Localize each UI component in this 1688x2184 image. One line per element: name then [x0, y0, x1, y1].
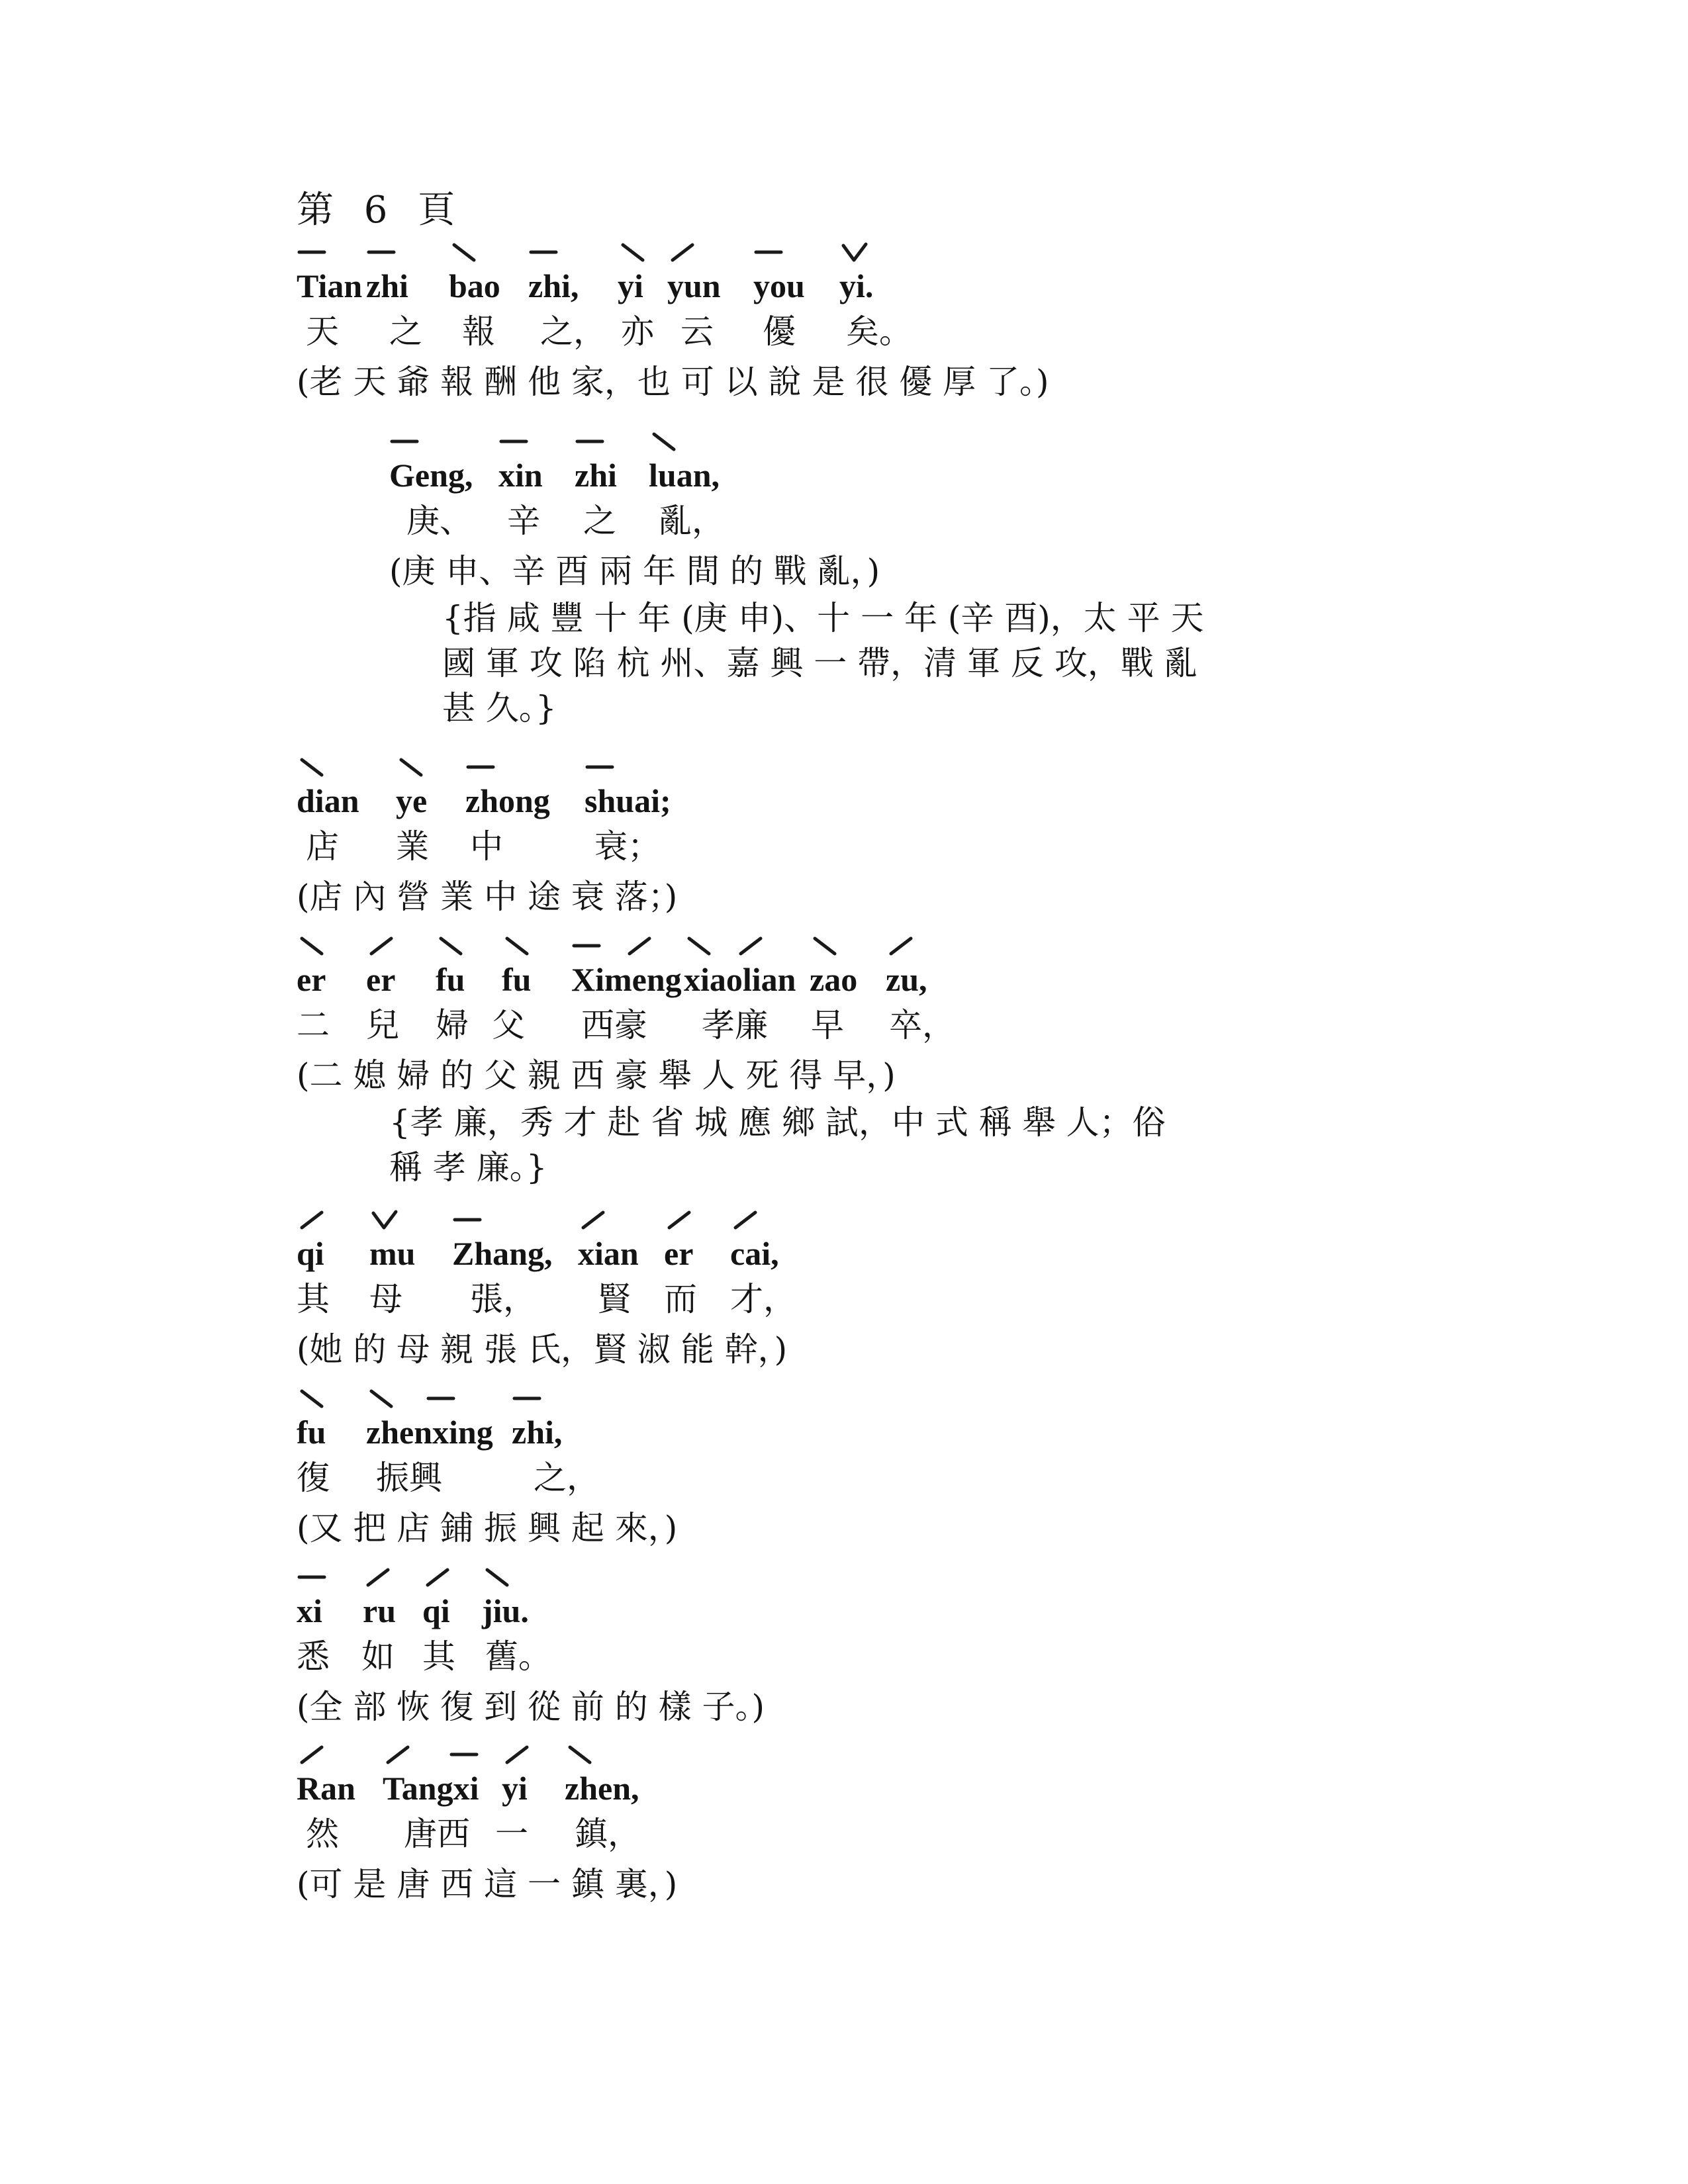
pinyin-text: jiu.: [482, 1592, 529, 1629]
tone-mark-1-icon: [585, 757, 615, 777]
tone-mark-1-icon: [426, 1388, 456, 1408]
pinyin-line: [297, 1411, 677, 1456]
chinese-character: 早: [811, 1006, 844, 1044]
chinese-character: 而: [664, 1280, 697, 1318]
tone-mark-1-icon: [753, 242, 784, 262]
tone-mark-4-icon: [649, 432, 679, 451]
pinyin-syllable: [297, 958, 326, 1001]
pinyin-line: [297, 958, 1166, 1003]
annotation-note: [442, 596, 1204, 731]
verse-stanza: [297, 265, 1049, 404]
tone-mark-4-icon: [618, 242, 648, 262]
chinese-character: 唐西: [404, 1815, 470, 1853]
pinyin-text: xian: [578, 1235, 639, 1272]
pinyin-syllable: [512, 1411, 562, 1453]
chinese-character: 舊。: [485, 1637, 551, 1676]
tone-mark-4-icon: [297, 936, 327, 956]
chinese-character: 之，: [534, 1459, 600, 1497]
classical-chinese-line: [297, 825, 677, 870]
tone-mark-1-icon: [452, 1210, 483, 1230]
pinyin-syllable: [436, 958, 465, 1001]
annotation-line: {指 咸 豐 十 年 (庚 申)、十 一 年 (辛 酉)，太 平 天: [442, 599, 1204, 637]
verse-stanza: [297, 780, 677, 919]
pinyin-syllable: [528, 265, 579, 307]
verse-stanza: [297, 1232, 796, 1371]
chinese-character: 之: [389, 312, 422, 351]
tone-mark-1-icon: [366, 242, 397, 262]
classical-chinese-line: [297, 1277, 796, 1322]
chinese-character: 復: [297, 1459, 330, 1497]
tone-mark-4-icon: [396, 757, 426, 777]
pinyin-text: zao: [810, 961, 858, 998]
pinyin-syllable: [502, 958, 531, 1001]
annotation-line: {孝 廉，秀 才 赴 省 城 應 鄉 試，中 式 稱 舉 人；俗: [389, 1103, 1166, 1142]
pinyin-syllable: [389, 454, 473, 496]
pinyin-text: zhi,: [528, 267, 579, 304]
pinyin-text: zhen,: [565, 1770, 639, 1807]
tone-mark-1-icon: [449, 1745, 479, 1764]
pinyin-text: zhong: [465, 782, 550, 819]
tone-mark-4-icon: [297, 1388, 327, 1408]
tone-mark-2-icon: [502, 1745, 532, 1764]
pinyin-line: [297, 1767, 677, 1812]
pinyin-syllable: [667, 265, 721, 307]
pinyin-text: qi: [422, 1592, 450, 1629]
tone-mark-4-icon: [366, 1388, 397, 1408]
pinyin-text: fu: [436, 961, 465, 998]
chinese-character: 業: [396, 827, 429, 866]
tone-mark-1-icon: [465, 757, 496, 777]
chinese-character: 其: [297, 1280, 330, 1318]
tone-mark-1-icon: [575, 432, 605, 451]
pinyin-text: Zhang,: [452, 1235, 553, 1272]
chinese-character: 之，: [540, 312, 606, 351]
pinyin-text: yi.: [839, 267, 874, 304]
pinyin-text: Ran: [297, 1770, 355, 1807]
pinyin-line: [389, 454, 1204, 499]
pinyin-syllable: [366, 265, 408, 307]
classical-chinese-line: [297, 1003, 1166, 1048]
classical-chinese-line: [297, 1456, 677, 1501]
chinese-character: 報: [462, 312, 495, 351]
verse-stanza: [297, 958, 1166, 1190]
chinese-character: 亂，: [659, 502, 725, 540]
tone-mark-2-icon: [297, 1210, 327, 1230]
classical-chinese-line: [297, 1812, 677, 1857]
modern-translation: (店 內 營 業 中 途 衰 落；): [297, 878, 678, 916]
tone-mark-4-icon: [449, 242, 479, 262]
pinyin-line: [297, 265, 1049, 310]
tone-mark-2-icon: [383, 1745, 413, 1764]
chinese-character: 云: [680, 312, 714, 351]
pinyin-text: xiaolian: [684, 961, 796, 998]
tone-mark-3-icon: [839, 242, 870, 262]
pinyin-syllable: [363, 1590, 396, 1632]
tone-mark-3-icon: [369, 1210, 400, 1230]
pinyin-syllable: [297, 1590, 322, 1632]
pinyin-syllable: [498, 454, 543, 496]
tone-mark-4-icon: [810, 936, 840, 956]
tone-mark-2-icon: [297, 1745, 327, 1764]
chinese-character: 父: [492, 1006, 525, 1044]
pinyin-syllable: [565, 1767, 639, 1809]
pinyin-syllable: [575, 454, 617, 496]
chinese-character: 一: [495, 1815, 528, 1853]
classical-chinese-line: [297, 310, 1049, 355]
pinyin-syllable: [502, 1767, 528, 1809]
tone-mark-1-icon: [512, 1388, 542, 1408]
pinyin-syllable: [297, 1411, 326, 1453]
modern-translation: (又 把 店 鋪 振 興 起 來，): [297, 1509, 678, 1547]
pinyin-syllable: [422, 1590, 450, 1632]
pinyin-syllable: [482, 1590, 529, 1632]
chinese-character: 之: [583, 502, 616, 540]
pinyin-text: xin: [498, 457, 543, 494]
tone-mark-2-icon: [578, 1210, 608, 1230]
chinese-character: 矣。: [846, 312, 912, 351]
classical-chinese-line: [297, 1635, 765, 1680]
pinyin-text: ye: [396, 782, 428, 819]
tone-mark-4-icon: [565, 1745, 595, 1764]
chinese-character: 卒，: [889, 1006, 955, 1044]
pinyin-syllable: [585, 780, 671, 822]
tone-mark-2-icon: [735, 936, 766, 956]
chinese-character: 母: [369, 1280, 402, 1318]
chinese-character: 西豪: [581, 1006, 647, 1044]
pinyin-syllable: [369, 1232, 415, 1275]
pinyin-line: [297, 780, 677, 825]
tone-mark-2-icon: [422, 1567, 453, 1587]
chinese-character: 然: [306, 1815, 339, 1853]
page-title: 第 6 頁: [297, 189, 465, 232]
pinyin-text: luan,: [649, 457, 720, 494]
pinyin-syllable: [810, 958, 857, 1001]
pinyin-line: [297, 1232, 787, 1277]
pinyin-syllable: [839, 265, 873, 307]
pinyin-line: [297, 1590, 765, 1635]
chinese-character: 鎮，: [575, 1815, 641, 1853]
modern-translation: (可 是 唐 西 這 一 鎮 裏，): [297, 1865, 678, 1903]
pinyin-syllable: [684, 958, 796, 1001]
chinese-character: 衰；: [594, 827, 661, 866]
pinyin-text: zhi: [575, 457, 617, 494]
pinyin-text: yi: [618, 267, 643, 304]
annotation-note: [389, 1100, 1166, 1190]
pinyin-text: xi: [297, 1592, 322, 1629]
pinyin-text: er: [297, 961, 326, 998]
chinese-character: 庚、: [406, 502, 473, 540]
chinese-character: 店: [306, 827, 339, 866]
pinyin-text: qi: [297, 1235, 324, 1272]
annotation-line: 稱 孝 廉。}: [389, 1148, 547, 1187]
pinyin-syllable: [297, 1232, 324, 1275]
pinyin-text: shuai;: [585, 782, 671, 819]
pinyin-syllable: [465, 780, 550, 822]
modern-translation: (老 天 爺 報 酬 他 家，也 可 以 說 是 很 優 厚 了。): [297, 363, 1049, 401]
pinyin-text: yi: [502, 1770, 528, 1807]
verse-stanza: [297, 1411, 677, 1550]
tone-mark-4-icon: [684, 936, 714, 956]
pinyin-syllable: [297, 780, 359, 822]
pinyin-text: er: [664, 1235, 694, 1272]
tone-mark-1-icon: [571, 936, 602, 956]
pinyin-text: er: [366, 961, 396, 998]
chinese-character: 二: [297, 1006, 330, 1044]
pinyin-syllable: [396, 780, 427, 822]
pinyin-text: zhi: [366, 267, 408, 304]
pinyin-syllable: [297, 265, 362, 307]
annotation-line: 國 軍 攻 陷 杭 州、嘉 興 一 帶，清 軍 反 攻，戰 亂: [442, 644, 1197, 682]
pinyin-text: yun: [667, 267, 721, 304]
chinese-character: 賢: [598, 1280, 631, 1318]
tone-mark-2-icon: [624, 936, 655, 956]
chinese-character: 悉: [297, 1637, 330, 1676]
tone-mark-4-icon: [436, 936, 466, 956]
pinyin-syllable: [730, 1232, 779, 1275]
pinyin-text: ru: [363, 1592, 396, 1629]
classical-chinese-line: [389, 499, 1204, 544]
modern-translation: (她 的 母 親 張 氏，賢 淑 能 幹，): [297, 1330, 788, 1369]
tone-mark-2-icon: [886, 936, 916, 956]
pinyin-syllable: [578, 1232, 639, 1275]
verse-stanza: [297, 1590, 765, 1729]
tone-mark-1-icon: [528, 242, 559, 262]
pinyin-syllable: [618, 265, 643, 307]
pinyin-syllable: [571, 958, 682, 1001]
pinyin-syllable: [383, 1767, 479, 1809]
chinese-character: 振興: [376, 1459, 442, 1497]
tone-mark-4-icon: [482, 1567, 512, 1587]
pinyin-syllable: [297, 1767, 355, 1809]
tone-mark-1-icon: [498, 432, 529, 451]
pinyin-text: mu: [369, 1235, 416, 1272]
pinyin-text: you: [753, 267, 805, 304]
pinyin-text: zu,: [886, 961, 927, 998]
chinese-character: 張，: [470, 1280, 536, 1318]
verse-stanza: [297, 1767, 677, 1906]
pinyin-syllable: [664, 1232, 693, 1275]
modern-translation: (全 部 恢 復 到 從 前 的 樣 子。): [297, 1688, 765, 1726]
pinyin-text: zhi,: [512, 1414, 563, 1451]
chinese-character: 亦: [621, 312, 654, 351]
chinese-character: 辛: [507, 502, 540, 540]
tone-mark-4-icon: [502, 936, 532, 956]
chinese-character: 中: [470, 827, 503, 866]
tone-mark-4-icon: [297, 757, 327, 777]
tone-mark-2-icon: [363, 1567, 393, 1587]
pinyin-text: Geng,: [389, 457, 473, 494]
chinese-character: 天: [306, 312, 339, 351]
pinyin-syllable: [886, 958, 927, 1001]
chinese-character: 婦: [436, 1006, 469, 1044]
pinyin-syllable: [366, 1411, 493, 1453]
pinyin-text: Tian: [297, 267, 363, 304]
modern-translation: (二 媳 婦 的 父 親 西 豪 舉 人 死 得 早，): [297, 1056, 896, 1095]
chinese-character: 優: [763, 312, 796, 351]
chinese-character: 才，: [730, 1280, 796, 1318]
tone-mark-2-icon: [667, 242, 698, 262]
pinyin-syllable: [452, 1232, 552, 1275]
tone-mark-1-icon: [297, 242, 327, 262]
tone-mark-1-icon: [389, 432, 420, 451]
pinyin-syllable: [649, 454, 720, 496]
modern-translation: (庚 申、辛 酉 兩 年 間 的 戰 亂，): [389, 552, 880, 590]
pinyin-text: zhenxing: [366, 1414, 493, 1451]
pinyin-text: Tangxi: [383, 1770, 479, 1807]
pinyin-text: Ximeng: [571, 961, 682, 998]
pinyin-text: fu: [502, 961, 532, 998]
pinyin-text: bao: [449, 267, 500, 304]
tone-mark-2-icon: [664, 1210, 694, 1230]
tone-mark-2-icon: [730, 1210, 761, 1230]
annotation-line: 甚 久。}: [442, 689, 557, 727]
chinese-character: 孝廉: [702, 1006, 768, 1044]
tone-mark-1-icon: [297, 1567, 327, 1587]
pinyin-syllable: [753, 265, 805, 307]
chinese-character: 其: [422, 1637, 455, 1676]
verse-stanza: [389, 454, 1204, 731]
pinyin-text: cai,: [730, 1235, 779, 1272]
pinyin-syllable: [366, 958, 395, 1001]
pinyin-syllable: [449, 265, 500, 307]
pinyin-text: dian: [297, 782, 359, 819]
tone-mark-2-icon: [366, 936, 397, 956]
chinese-character: 兒: [366, 1006, 399, 1044]
pinyin-text: fu: [297, 1414, 326, 1451]
chinese-character: 如: [361, 1637, 395, 1676]
